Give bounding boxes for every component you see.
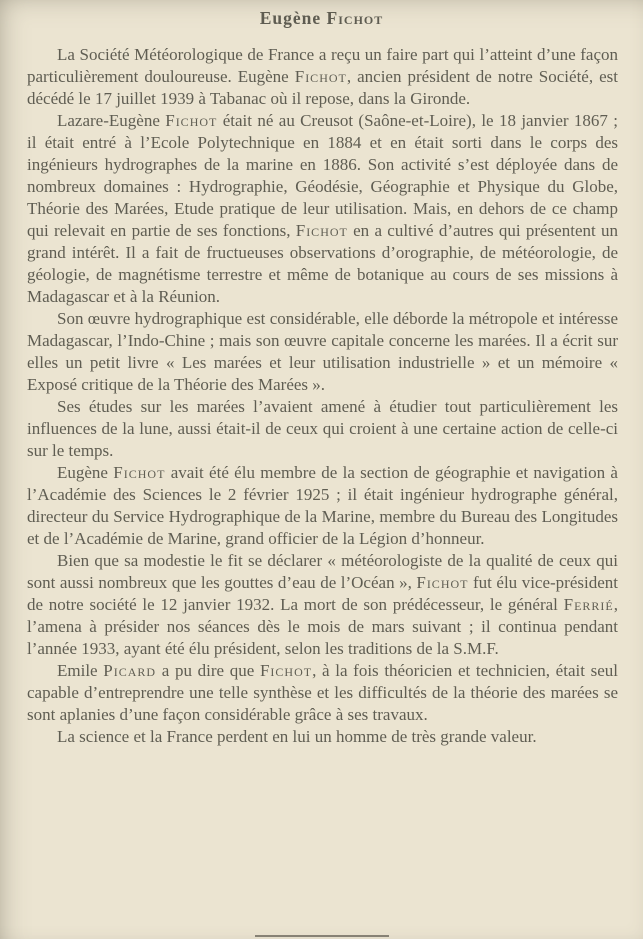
text-run: Bien que sa modestie le fit se déclarer « météorologiste de la qualité de ceux qui sont aussi nombreux que les gouttes d’eau de l’Océan », bbox=[27, 551, 618, 592]
text-run: Emile bbox=[57, 661, 104, 680]
text-run: Eugène bbox=[57, 463, 114, 482]
person-name: Fichot bbox=[295, 221, 348, 240]
paragraph bbox=[27, 550, 618, 660]
text-run: La Société Météorologique de France a reçu un faire part qui l’atteint d’une façon particulièrement douloureuse. Eugène bbox=[27, 45, 618, 86]
text-run: , ancien président de notre Société, est décédé le 17 juillet 1939 à Tabanac où il repose, dans la Gironde. bbox=[27, 67, 618, 108]
person-name: Ferrié bbox=[563, 595, 614, 614]
text-run: Ses études sur les marées l’avaient amené à étudier tout particulièrement les influences de la lune, aussi était-il de ceux qui croient à une certaine action de celle-ci sur le temps. bbox=[27, 397, 618, 460]
text-run: en a cultivé d’autres qui présentent un grand intérêt. Il a fait de fructueuses observations d’orographie, de météorologie, de géologie, de magnétisme terrestre et même de botanique au cours de ses missions à Madagascar et à la Réunion. bbox=[27, 221, 618, 306]
text-run: Eugène bbox=[259, 8, 327, 28]
paragraph bbox=[27, 660, 618, 726]
text-run: était né au Creusot (Saône-et-Loire), le 18 janvier 1867 ; il était entré à l’Ecole Polytechnique en 1884 et en était sorti dans le corps des ingénieurs hydrographes de la marine en 1886. Son activité s’est déployée dans de nombreux domaines : Hydrographie, Géodésie, Géographie et Physique du Globe, Théorie des Marées, Etude pratique de leur utilisation. Mais, en dehors de ce champ qui relevait en partie de ses fonctions, bbox=[27, 111, 618, 240]
text-run: avait été élu membre de la section de géographie et navigation à l’Académie des Sciences le 2 février 1925 ; il était ingénieur hydrographe général, directeur du Service Hydrographique de la Marine, membre du Bureau des Longitudes et de l’Académie de Marine, grand officier de la Légion d’honneur. bbox=[27, 463, 618, 548]
page-title bbox=[0, 0, 643, 29]
person-name: Fichot bbox=[259, 661, 313, 680]
paragraph bbox=[27, 396, 618, 462]
text-run: a pu dire que bbox=[156, 661, 260, 680]
text-run: Son œuvre hydrographique est considérable, elle déborde la métropole et intéresse Madagascar, l’Indo-Chine ; mais son œuvre capitale concerne les marées. Il a écrit sur elles un petit livre « Les marées et leur utilisation industrielle » et un mémoire « Exposé critique de la Théorie des Marées ». bbox=[27, 309, 618, 394]
text-run: fut élu vice-président de notre société le 12 janvier 1932. La mort de son prédécesseur, le général bbox=[27, 573, 618, 614]
paragraph bbox=[27, 726, 618, 748]
paragraph bbox=[27, 44, 618, 110]
text-run: La science et la France perdent en lui un homme de très grande valeur. bbox=[57, 727, 537, 746]
person-name: Fichot bbox=[326, 8, 384, 28]
paragraph bbox=[27, 462, 618, 550]
person-name: Picard bbox=[103, 661, 157, 680]
text-run: Lazare-Eugène bbox=[57, 111, 166, 130]
person-name: Fichot bbox=[294, 67, 347, 86]
person-name: Fichot bbox=[165, 111, 218, 130]
text-run: , l’amena à présider nos séances dès le mois de mars suivant ; il continua pendant l’année 1933, ayant été élu président, selon les traditions de la S.M.F. bbox=[27, 595, 618, 658]
article-body bbox=[0, 29, 643, 748]
section-divider bbox=[255, 935, 389, 937]
person-name: Fichot bbox=[416, 573, 469, 592]
paragraph bbox=[27, 110, 618, 308]
person-name: Fichot bbox=[113, 463, 166, 482]
paragraph bbox=[27, 308, 618, 396]
text-run: , à la fois théoricien et technicien, était seul capable d’entreprendre une telle synthèse et les difficultés de la théorie des marées se sont aplanies d’une façon considérable grâce à ses travaux. bbox=[27, 661, 618, 724]
